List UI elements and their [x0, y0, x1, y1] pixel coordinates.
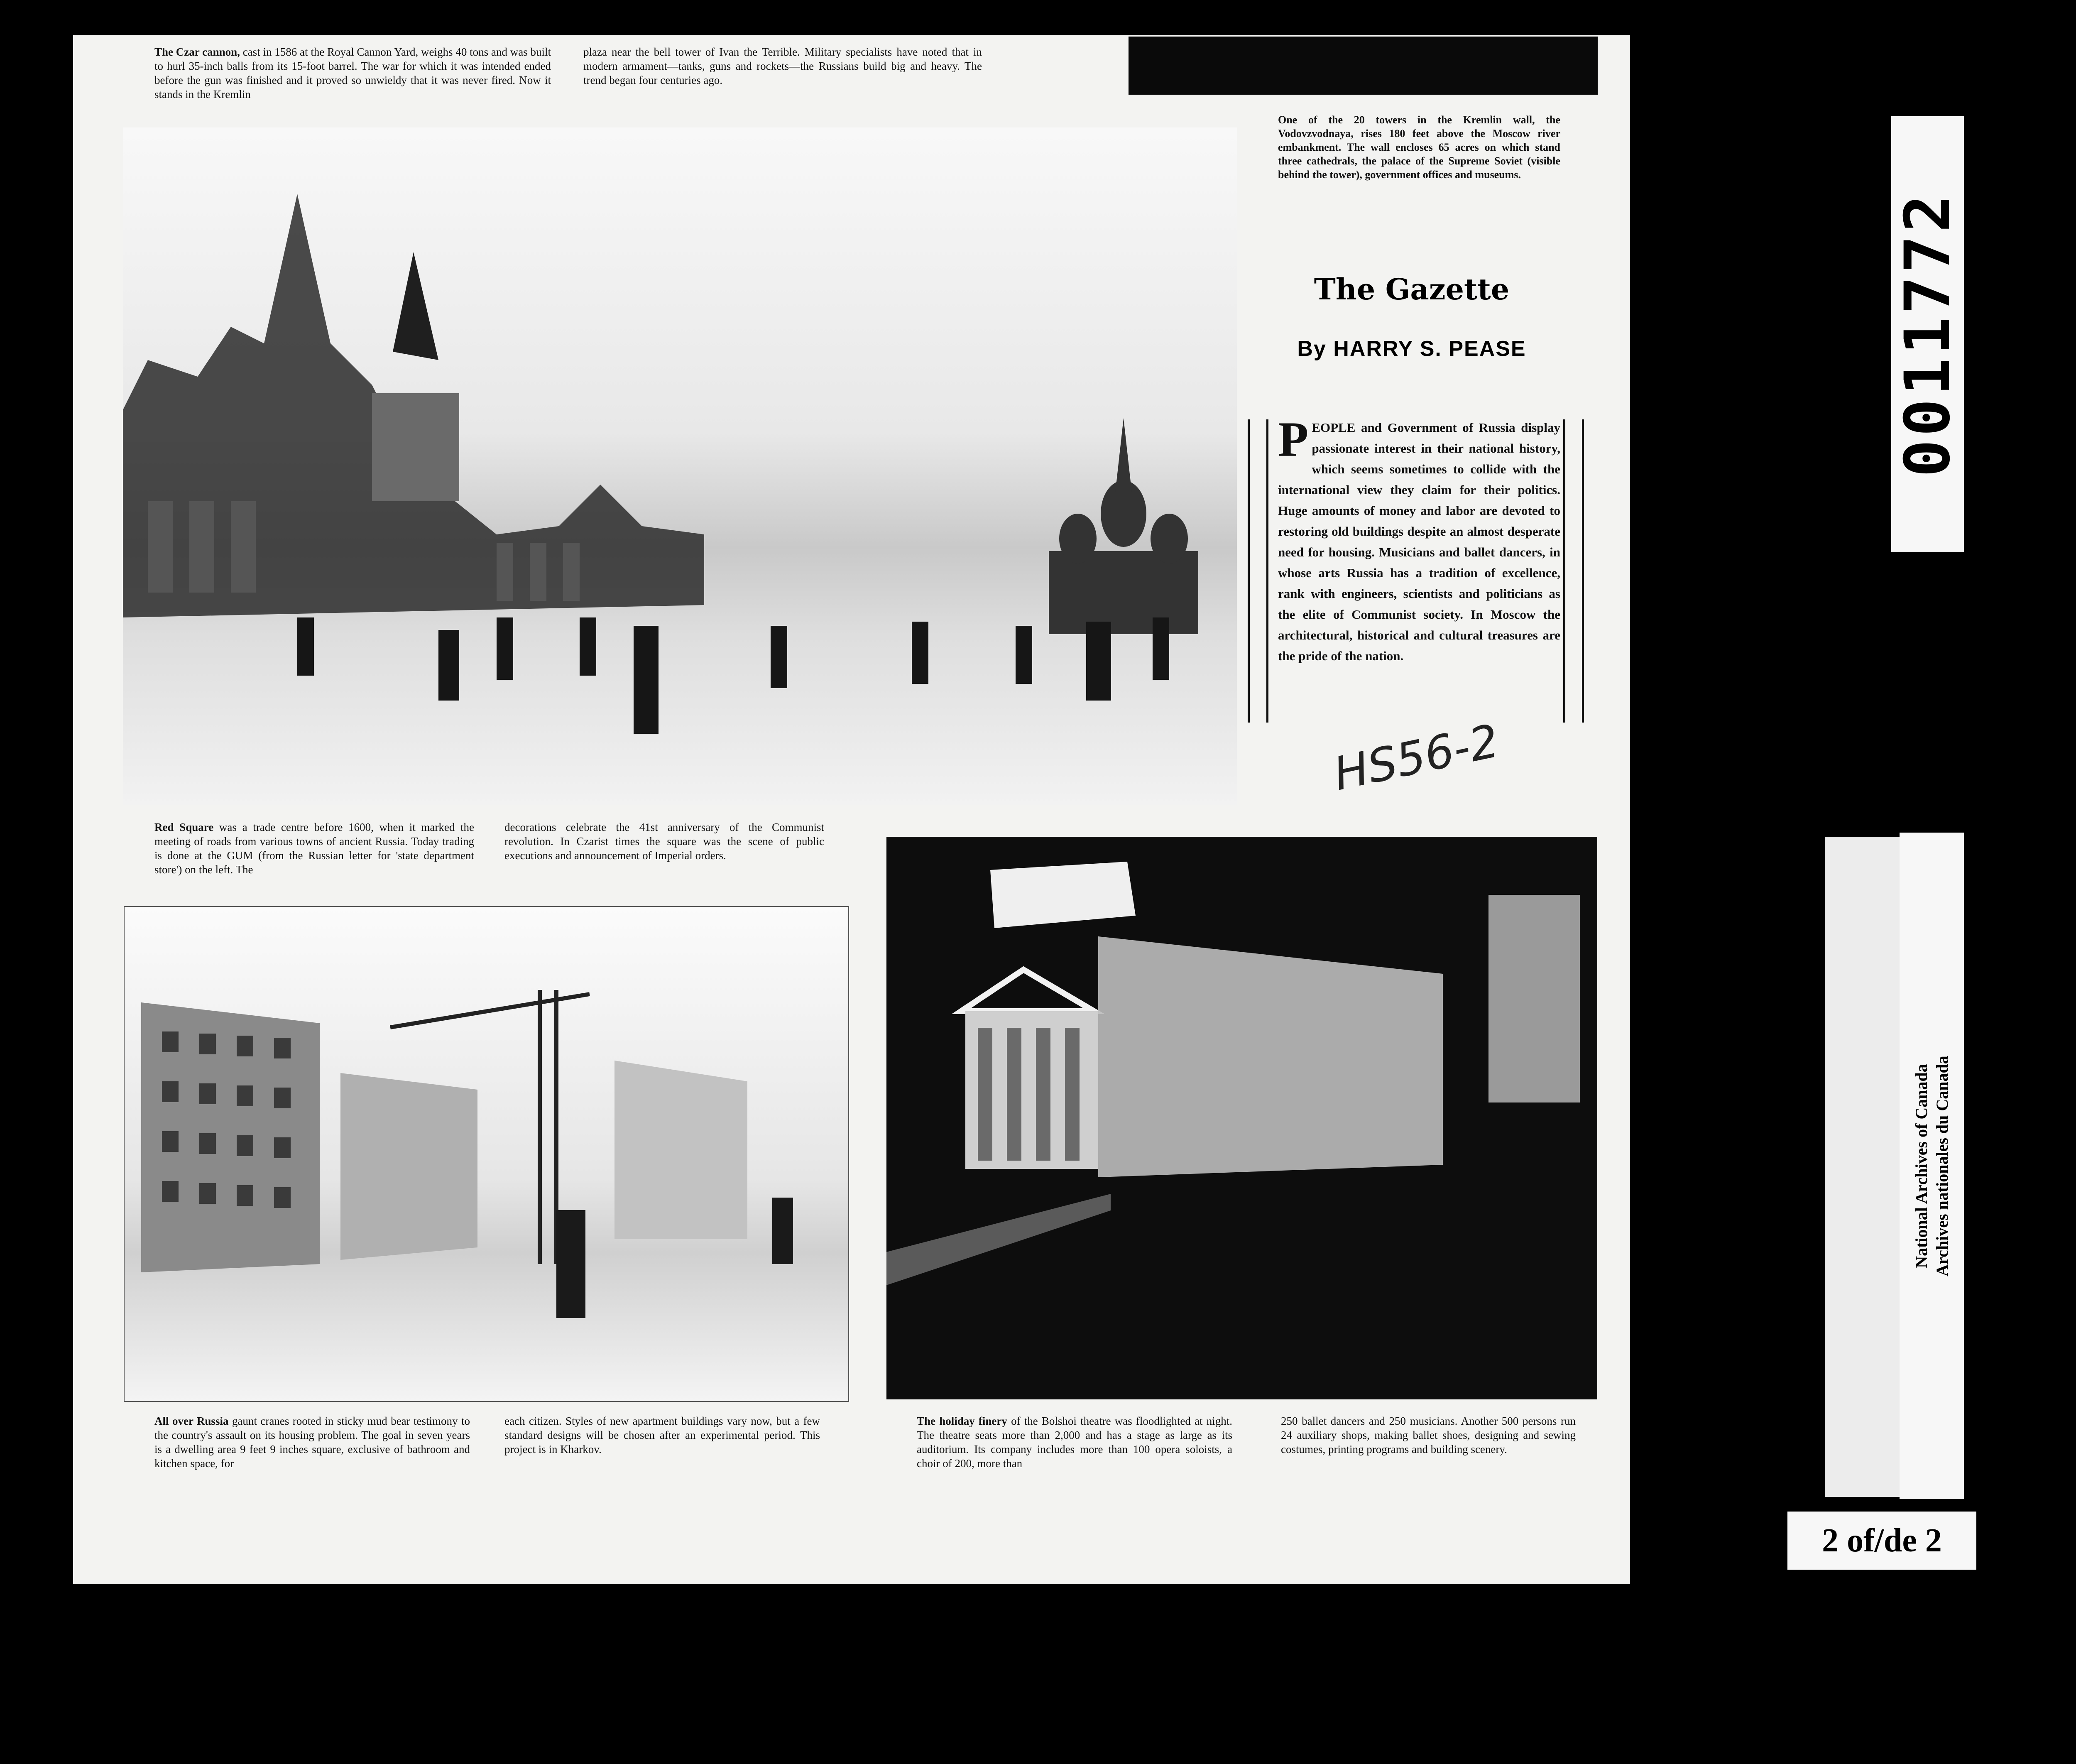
caption-housing-col2: each citizen. Styles of new apartment buildings vary now, but a few standard designs will be chosen after an experimental period. This project is in Kharkov. — [504, 1415, 820, 1455]
archive-strip — [1825, 837, 1900, 1497]
byline: By HARRY S. PEASE — [1297, 337, 1526, 361]
caption-bolshoi-col2: 250 ballet dancers and 250 musicians. Another 500 persons run 24 auxiliary shops, making ballet shoes, designing and sewing costumes, printing programs and building scenery. — [1281, 1415, 1576, 1455]
article-decorative-rules-left — [1248, 419, 1268, 723]
archive-stamp — [1900, 833, 1964, 1499]
article-decorative-rules-right — [1563, 419, 1584, 723]
archive-name-block — [1911, 1056, 1953, 1276]
masthead: The Gazette — [1314, 272, 1510, 306]
caption-red-square-col1 — [154, 820, 474, 877]
caption-lead: All over Russia — [154, 1415, 229, 1427]
caption-czar-cannon-col2: plaza near the bell tower of Ivan the Terrible. Military specialists have noted that in modern armament—tanks, guns and rockets—the Russians build big and heavy. The trend began four centuries ago. — [583, 46, 982, 86]
barcode-number: 0011772 — [1891, 191, 1964, 478]
archive-name-english: National Archives of Canada — [1912, 1063, 1931, 1268]
archive-barcode-label — [1891, 116, 1964, 552]
top-black-bar — [1129, 37, 1598, 95]
caption-red-square-col2: decorations celebrate the 41st anniversary of the Communist revolution. In Czarist times the square was the scene of public executions and announcement of Imperial orders. — [504, 821, 824, 862]
caption-czar-cannon-col1 — [154, 45, 551, 101]
caption-lead: The Czar cannon, — [154, 46, 240, 58]
archive-name-french: Archives nationales du Canada — [1932, 1055, 1951, 1276]
caption-lead: One of the 20 towers in the Kremlin wall, — [1278, 114, 1535, 126]
caption-text: was a trade centre before 1600, when it marked the meeting of roads from various towns of ancient Russia. Today trading is done at the GUM (from the Russian letter for 'state department store') on the left. The — [154, 821, 475, 876]
handwritten-note: HS56-2 — [1329, 714, 1504, 801]
bolshoi-theatre-photo — [886, 837, 1597, 1399]
article-dropcap: P — [1278, 412, 1309, 467]
caption-text: cast in 1586 at the Royal Cannon Yard, weighs 40 tons and was built to hurl 35-inch balls from its 15-foot barrel. The war for which it was intended ended before the gun was finished and it proved so unwieldy that it was never fired. Now it stands in the Kremlin — [154, 46, 551, 100]
caption-kremlin-tower — [1278, 113, 1560, 181]
caption-text: of the Bolshoi theatre was floodlighted at night. The theatre seats more than 2,000 and has a stage as large as its auditorium. Its company includes more than 100 opera soloists, a choir of 200, more than — [917, 1415, 1232, 1470]
caption-lead: The holiday finery — [917, 1415, 1007, 1427]
article-body — [1278, 412, 1560, 666]
caption-bolshoi-col1 — [917, 1414, 1232, 1470]
caption-housing-col1 — [154, 1414, 470, 1470]
caption-text: gaunt cranes rooted in sticky mud bear testimony to the country's assault on its housing problem. The goal in seven years is a dwelling area 9 feet 9 inches square, exclusive of bathroom and kitchen space, for — [154, 1415, 470, 1470]
caption-lead: Red Square — [154, 821, 214, 833]
red-square-photo — [123, 127, 1237, 805]
housing-construction-photo — [124, 906, 849, 1402]
caption-text: the Vodovzvodnaya, rises 180 feet above the Moscow river embankment. The wall encloses 65 acres on which stand three cathedrals, the palace of the Supreme Soviet (visible behind the tower), government offices and museums. — [1278, 114, 1561, 181]
article-text: EOPLE and Government of Russia display passionate interest in their national history, which seems sometimes to collide with the international view they claim for their politics. Huge amounts of money and labor are devoted to restoring old buildings despite an almost desperate need for housing. Musicians and ballet dancers, in whose arts Russia has a tradition of excellence, rank with engineers, scientists and politicians as the elite of Communist society. In Moscow the architectural, historical and cultural treasures are the pride of the nation. — [1278, 420, 1560, 663]
page-label: 2 of/de 2 — [1787, 1512, 1976, 1570]
